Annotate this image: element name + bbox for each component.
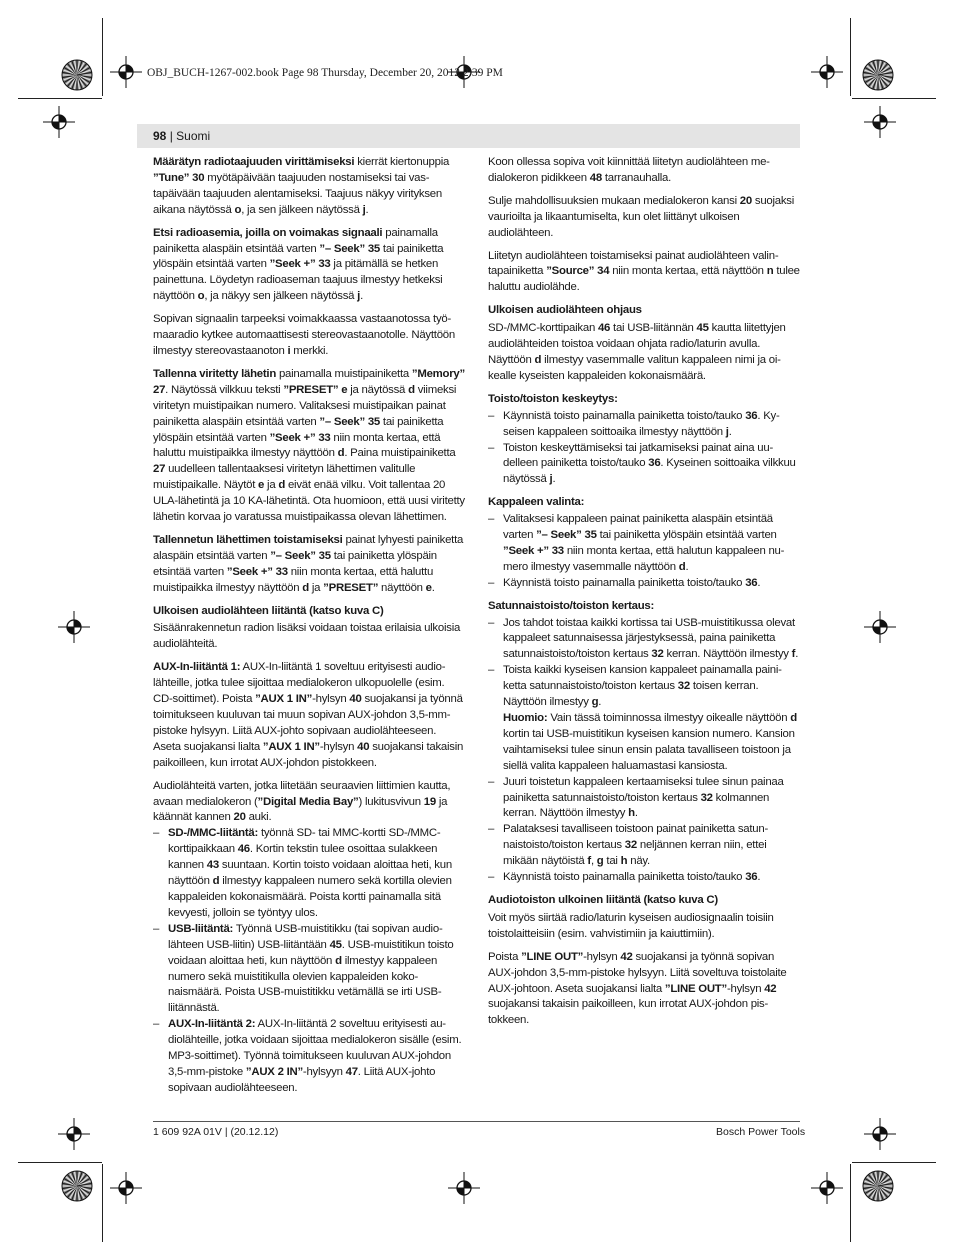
- list-item: [488, 775, 800, 823]
- text-run: .: [795, 648, 799, 661]
- left-column: [153, 155, 465, 1104]
- text-run: . USB-muistitikun toisto voidaan aloittaa heti, kun näyttöön: [168, 938, 454, 967]
- bold-run: 48: [589, 171, 602, 184]
- paragraph: [153, 779, 465, 827]
- text-run: .: [552, 473, 556, 486]
- text-run: .: [431, 581, 435, 594]
- bold-run: ”PRESET” e: [283, 383, 348, 396]
- text-run: suojakansi takaisin paikoilleen, kun irrotat AUX-johdon pistokkeen.: [488, 998, 769, 1027]
- list-item-text: [503, 663, 800, 711]
- text-run: . Paina muistipainiketta: [344, 447, 456, 460]
- text-run: tai painiketta ylöspäin etsintää varten: [153, 415, 444, 444]
- text-run: suojakansi ja työnnä sopivan AUX-johdon 3,5-mm-pistoke hylsyyn. Liitä soveltuva toistolaite AUX-johtoon. Aseta suojakansi lialta: [488, 950, 787, 995]
- bold-run: n: [766, 265, 774, 278]
- text-run: Työnnä USB-muistitikku (tai sopivan audiolähteen USB-liitin) USB-liitäntään: [168, 922, 443, 951]
- text-run: AUX-In-liitäntä 2 soveltuu erityisesti audiolähteille, jotka voidaan sijoittaa medialokeron sisälle (esim. MP3-soittimet). Työnnä toimitukseen kuuluvan AUX-johdon 3,5-mm-pistoke: [168, 1018, 462, 1078]
- registration-crosshair: [862, 609, 898, 645]
- text-run: , ja sen jälkeen näytössä: [241, 203, 363, 216]
- text-run: Käynnistä toisto painamalla painiketta toisto/tauko: [503, 409, 746, 422]
- footer-rule: [153, 1121, 800, 1122]
- bold-run: ”– Seek” 35: [319, 242, 380, 255]
- connection-list: [153, 826, 465, 1096]
- registration-crosshair: [108, 1170, 144, 1206]
- text-run: . Kyseinen soittoaika vilkkuu näytössä: [503, 457, 796, 486]
- text-run: tai painiketta ylöspäin etsintää varten: [153, 549, 437, 578]
- bold-run: ”Seek +” 33: [269, 431, 331, 444]
- bold-run: 42: [620, 950, 633, 963]
- bold-run: d: [302, 581, 309, 594]
- section-heading: Ulkoisen audiolähteen ohjaus: [488, 304, 642, 317]
- bold-run: d: [335, 954, 342, 967]
- bold-run: j: [357, 290, 361, 303]
- bold-run: j: [549, 473, 553, 486]
- section-heading: Audiotoiston ulkoinen liitäntä (katso kuva C): [488, 893, 718, 906]
- text-run: niin monta kertaa, että halutun kappaleen numero ilmestyy vasemmalle näyttöön: [503, 544, 785, 573]
- crop-mark: [852, 1162, 936, 1163]
- text-run: Palataksesi tavalliseen toistoon painat painiketta satunnaistoisto/toiston kertaus: [503, 823, 769, 852]
- crop-mark: [850, 1164, 851, 1242]
- text-run: ja näytössä: [347, 383, 409, 396]
- text-run: Käynnistä toisto painamalla painiketta toisto/tauko: [503, 871, 746, 884]
- paragraph: [153, 740, 465, 772]
- text-run: tai: [603, 855, 621, 868]
- text-run: kautta liitettyjen audiolähteiden toistoa voidaan ohjata radio/laturin avulla. Näyttöön: [488, 322, 786, 366]
- text-run: ja käännät kannen: [153, 795, 448, 824]
- bold-run: 40: [357, 740, 370, 753]
- paragraph: [488, 155, 800, 187]
- paragraph: [488, 950, 800, 1030]
- text-run: painamalla muistipainiketta: [276, 367, 412, 380]
- bold-run: ”Seek +” 33: [503, 544, 564, 557]
- bold-run: ”– Seek” 35: [270, 549, 331, 562]
- text-run: ilmestyy kappaleen numero sekä muistitikulla olevien kappaleiden kokonaismäärä. Poista USB-muistitikku vetämällä se irti USB-liitännästä.: [168, 954, 442, 1015]
- text-run: Koon ollessa sopiva voit kiinnittää liitetyn audiolähteen medialokeron pidikkeen: [488, 156, 770, 184]
- text-run: toisen kerran. Näyttöön ilmestyy: [503, 680, 759, 709]
- crop-mark: [102, 18, 103, 96]
- text-run: niin monta kertaa, että haluttu muistipaikka ilmestyy näyttöön: [153, 565, 434, 594]
- bold-run: 43: [206, 859, 219, 872]
- bold-run: e: [425, 581, 432, 594]
- bold-run: ”AUX 2 IN”: [245, 1065, 303, 1078]
- bold-run: 36: [745, 409, 758, 422]
- bold-run: 36: [745, 871, 758, 884]
- color-target-mark: [861, 1169, 895, 1203]
- registration-crosshair: [809, 54, 845, 90]
- text-run: viimeksi viritetyn muistipaikan numero. Valitaksesi muistipaikan painat painiketta alaspäin etsintää varten: [153, 383, 457, 428]
- list-item: [488, 822, 800, 870]
- text-run: kerran. Näyttöön ilmestyy: [663, 648, 792, 661]
- page-number: 98: [153, 129, 167, 143]
- text-run: Liitetyn audiolähteen toistamiseksi painat audiolähteen valintapainiketta: [488, 249, 779, 278]
- bold-run: 20: [739, 194, 752, 207]
- crop-mark: [102, 1164, 103, 1242]
- text-run: . Liitä AUX-johto sopivaan audiolähteeseen.: [168, 1065, 436, 1094]
- paragraph: [153, 367, 465, 526]
- text-run: tai painiketta ylöspäin etsintää varten: [153, 242, 444, 271]
- text-run: suojakansi takaisin paikoilleen, kun irrotat AUX-johdon pistokkeen.: [153, 740, 464, 769]
- list-item: [488, 616, 800, 664]
- bold-run: ”LINE OUT”: [664, 982, 727, 995]
- bold-run: d: [212, 875, 220, 888]
- bold-run: AUX-In-liitäntä 2:: [168, 1018, 256, 1031]
- text-run: Toiston keskeyttämiseksi tai jatkamiseksi painat aina uudelleen painiketta toisto/tauko: [503, 441, 774, 470]
- bold-run: ”– Seek” 35: [319, 415, 380, 428]
- track-selection-list: [488, 512, 800, 592]
- bold-run: 32: [700, 791, 713, 804]
- bold-run: h: [628, 807, 635, 820]
- text-run: näy.: [627, 855, 650, 868]
- bold-run: ”Seek +” 33: [226, 565, 288, 578]
- footer-brand: Bosch Power Tools: [716, 1126, 806, 1138]
- bold-run: Tallenna viritetty lähetin: [153, 367, 277, 380]
- bold-run: Määrätyn radiotaajuuden virittämiseksi: [153, 156, 355, 168]
- text-run: ja pitämällä se hetken painettuna. Löydetyn radioaseman taajuus ilmestyy hetkeksi näyttöön: [153, 258, 443, 303]
- text-run: niin monta kertaa, että haluttu muistipaikka ilmestyy näyttöön: [153, 431, 441, 460]
- bold-run: ”Tune” 30: [153, 171, 205, 184]
- registration-crosshair: [56, 1116, 92, 1152]
- bold-run: SD-/MMC-liitäntä:: [168, 827, 259, 840]
- bold-run: ”Source” 34: [546, 265, 610, 278]
- text-run: ja: [308, 581, 324, 594]
- text-run: .: [598, 696, 602, 709]
- bold-run: d: [790, 712, 797, 724]
- note-text: [503, 711, 800, 775]
- text-run: neljännen kerran niin, ettei mikään näytöistä: [503, 839, 767, 868]
- list-item: [488, 870, 800, 886]
- paragraph: [488, 194, 800, 242]
- text-run: Aseta suojakansi lialta: [153, 740, 263, 753]
- text-run: Poista: [488, 950, 522, 963]
- bold-run: 46: [597, 322, 611, 335]
- crop-mark: [18, 98, 102, 99]
- bold-run: h: [620, 855, 628, 868]
- header-separator: |: [166, 129, 177, 143]
- crop-mark: [18, 1162, 102, 1163]
- section-name: Suomi: [176, 129, 211, 143]
- list-item: [488, 409, 800, 441]
- text-run: kortin tai USB-muistitikun kyseisen kansion numero. Kansion vaihtamiseksi tulee sinun ensin palata tavalliseen toistoon ja siellä valita kappaleen haluamastasi kansiosta.: [503, 727, 795, 772]
- text-run: suojakansi ja työnnä toimitukseen kuuluvan tai muun sopivan AUX-johdon 3,5-mm-pistoke hylsyyn. Liitä AUX-johto sopivaan audiolähteeseen.: [153, 693, 463, 737]
- text-run: painat lyhyesti painiketta alaspäin etsintää varten: [153, 533, 464, 562]
- bold-run: Etsi radioasemia, joilla on voimakas signaali: [153, 226, 383, 239]
- crop-mark: [850, 18, 851, 96]
- paragraph: [488, 249, 800, 297]
- list-item: [153, 1017, 465, 1097]
- section-heading: Ulkoisen audiolähteen liitäntä (katso kuva C): [153, 604, 384, 617]
- bold-run: ”Digital Media Bay”: [257, 795, 359, 808]
- registration-crosshair: [809, 1170, 845, 1206]
- bold-run: 45: [696, 322, 709, 335]
- text-run: suuntaan. Kortin toisto voidaan aloittaa heti, kun näyttöön: [168, 859, 452, 888]
- bold-run: ”Memory” 27: [153, 367, 465, 396]
- bold-run: ”Seek +” 33: [269, 258, 331, 271]
- paragraph: [153, 660, 465, 740]
- bold-run: ”AUX 1 IN”: [255, 693, 313, 706]
- text-run: Toista kaikki kyseisen kansion kappaleet painamalla painiketta satunnaistoisto/toiston kertaus: [503, 664, 782, 693]
- text-run: -hylsyn: [312, 693, 350, 706]
- text-run: eivät enää vilku. Voit tallentaa 20 ULA-lähetintä ja 10 KA-lähetintä. Ota huomioon, että uusi viritetty lähetin korvaa jo varatussa muistipaikassa olevan lähettimen.: [153, 479, 465, 524]
- playback-list: [488, 409, 800, 489]
- text-run: tulee haluttu audiolähde.: [488, 265, 800, 294]
- text-run: .: [685, 560, 689, 573]
- text-run: Valitaksesi kappaleen painat painiketta alaspäin etsintää varten: [503, 513, 773, 542]
- header-bar: [137, 124, 800, 148]
- text-run: Käynnistä toisto painamalla painiketta toisto/tauko: [503, 576, 746, 589]
- registration-crosshair: [862, 104, 898, 140]
- text-run: Voit myös siirtää radio/laturin kyseisen audiosignaalin toisiin toistolaitteisiin (esim. vahvistimiin ja kaiuttimiin).: [488, 911, 774, 940]
- bold-run: d: [678, 560, 686, 573]
- text-run: .: [757, 576, 761, 589]
- text-run: . Näytössä vilkkuu teksti: [165, 383, 284, 396]
- paragraph: [153, 533, 465, 597]
- subheading: Satunnaistoisto/toiston kertaus:: [488, 599, 655, 612]
- bold-run: 19: [423, 795, 436, 808]
- text-run: Audiolähteitä varten, jotka liitetään seuraavien liittimien kautta, avaan medialokeron (: [153, 779, 451, 808]
- paragraph: [488, 321, 800, 385]
- text-run: .: [365, 203, 369, 216]
- text-run: uudelleen tallentaaksesi viritetyn lähettimen valitulle muistipaikalle. Näytöt: [153, 463, 416, 492]
- text-run: Sopivan signaalin tarpeeksi voimakkaassa vastaanotossa työmaaradio kytkee automaattisesti stereovastaanotolle. Näyttöön ilmestyy stereovastaanoton: [153, 313, 455, 357]
- registration-crosshair: [56, 609, 92, 645]
- text-run: ja: [264, 479, 279, 492]
- crop-mark: [852, 98, 936, 99]
- color-target-mark: [60, 1169, 94, 1203]
- list-item: [488, 512, 800, 576]
- text-run: tai USB-liitännän: [610, 322, 697, 335]
- text-run: merkki.: [290, 344, 329, 357]
- text-run: myötäpäivään taajuuden nostamiseksi tai vastapäivään taajuuden alentamiseksi. Taajuus näkyy virityksen aikana näytössä: [153, 171, 442, 216]
- bold-run: g: [596, 855, 604, 868]
- bold-run: 46: [237, 843, 250, 856]
- text-run: ilmestyy kappaleen numero sekä kortilla olevien kappaleiden kokonaismäärä. Poista kortti painamalla sitä kevyesti, jolloin se työntyy ulos.: [168, 875, 452, 919]
- text-run: Vain tässä toiminnossa ilmestyy oikealle näyttöön: [547, 712, 791, 724]
- text-run: kolmannen kerran. Näyttöön ilmestyy: [503, 791, 770, 820]
- bold-run: j: [725, 425, 729, 438]
- bold-run: i: [287, 344, 291, 357]
- bold-run: Huomio:: [503, 712, 548, 724]
- text-run: . Kortin tekstin tulee osoittaa sulakkeen kannen: [168, 843, 438, 872]
- text-run: suojaksi vaurioilta ja likaantumiselta, kun olet liittänyt ulkoisen audiolähteen.: [488, 194, 795, 239]
- bold-run: 47: [345, 1065, 358, 1078]
- bold-run: 45: [329, 938, 342, 951]
- text-run: näyttöön: [378, 581, 426, 594]
- bold-run: 42: [764, 982, 777, 995]
- text-run: .: [634, 807, 638, 820]
- bold-run: g: [591, 696, 599, 709]
- registration-crosshair: [108, 54, 144, 90]
- bold-run: f: [791, 648, 796, 661]
- text-run: .: [728, 425, 732, 438]
- paragraph: [153, 312, 465, 360]
- text-run: ilmestyy vasemmalle valitun kappaleen nimi ja oikealle kyseisten kappaleiden kokonaismäärä.: [488, 353, 781, 382]
- text-run: ,: [590, 855, 597, 868]
- paragraph: [153, 621, 465, 653]
- bold-run: ”PRESET”: [323, 581, 379, 594]
- text-run: niin monta kertaa, että näyttöön: [609, 265, 767, 278]
- text-run: työnnä SD- tai MMC-kortti SD-/MMC-korttipaikkaan: [168, 827, 441, 856]
- color-target-mark: [60, 58, 94, 92]
- text-run: , ja näkyy sen jälkeen näytössä: [204, 290, 358, 303]
- text-run: Jos tahdot toistaa kaikki kortissa tai USB-muistitikussa olevat kappaleet satunnaisessa järjestyksessä, paina painiketta satunnaistoisto/toiston kertaus: [503, 616, 795, 661]
- text-run: .: [757, 871, 761, 884]
- bold-run: o: [197, 290, 205, 303]
- bold-run: e: [258, 479, 265, 492]
- text-run: -hylsyn: [726, 982, 765, 995]
- bold-run: 27: [153, 463, 166, 476]
- bold-run: 36: [745, 576, 758, 589]
- registration-crosshair: [862, 1116, 898, 1152]
- text-run: Sulje mahdollisuuksien mukaan medialokeron kansi: [488, 194, 740, 207]
- text-run: -hylsyn: [583, 950, 621, 963]
- bold-run: USB-liitäntä:: [168, 922, 234, 935]
- text-run: -hylsyyn: [302, 1065, 346, 1078]
- bold-run: d: [408, 383, 415, 396]
- bold-run: f: [587, 855, 591, 868]
- color-target-mark: [861, 58, 895, 92]
- bold-run: Tallennetun lähettimen toistamiseksi: [153, 533, 343, 546]
- print-slug: OBJ_BUCH-1267-002.book Page 98 Thursday, December 20, 2012 2:39 PM: [147, 67, 503, 79]
- text-run: SD-/MMC-korttipaikan: [488, 322, 598, 335]
- list-item: [153, 922, 465, 1017]
- text-run: . Kyseisen kappaleen soittoaika ilmestyy näyttöön: [503, 409, 780, 438]
- list-item: [488, 576, 800, 592]
- bold-run: 40: [349, 693, 362, 706]
- text-run: auki.: [245, 811, 272, 824]
- paragraph: [488, 911, 800, 943]
- text-run: kierrät kiertonuppia: [354, 156, 450, 168]
- text-run: painamalla painiketta alaspäin etsintää varten: [153, 226, 438, 255]
- bold-run: j: [362, 203, 366, 216]
- bold-run: 32: [651, 648, 664, 661]
- list-item: [488, 663, 800, 774]
- bold-run: ”LINE OUT”: [521, 950, 584, 963]
- bold-run: d: [534, 353, 542, 366]
- bold-run: 32: [677, 680, 690, 693]
- text-run: Juuri toistetun kappaleen kertaamiseksi tulee sinun painaa painiketta satunnaistoisto/toiston kertaus: [503, 775, 784, 804]
- bold-run: 20: [233, 811, 246, 824]
- registration-crosshair: [446, 1170, 482, 1206]
- bold-run: AUX-In-liitäntä 1:: [153, 661, 241, 674]
- bold-run: o: [234, 203, 242, 216]
- text-run: tarranauhalla.: [601, 171, 672, 184]
- list-item: [153, 826, 465, 921]
- subheading: Toisto/toiston keskeytys:: [488, 392, 618, 405]
- bold-run: 36: [648, 457, 661, 470]
- text-run: AUX-In-liitäntä 1 soveltuu erityisesti audiolähteille, jotka tulee sijoittaa medialokeron ulkopuolelle (esim. CD-soittimet). Poista: [153, 661, 446, 706]
- shuffle-repeat-list: [488, 616, 800, 886]
- bold-run: ”AUX 1 IN”: [262, 740, 320, 753]
- list-item: [488, 441, 800, 489]
- bold-run: 32: [624, 839, 637, 852]
- text-run: .: [360, 290, 364, 303]
- bold-run: d: [337, 447, 345, 460]
- paragraph: [153, 226, 465, 306]
- paragraph: [153, 155, 465, 219]
- right-column: [488, 155, 800, 1036]
- bold-run: d: [278, 479, 286, 492]
- page-header: [153, 129, 210, 143]
- footer-document-code: 1 609 92A 01V | (20.12.12): [153, 1126, 279, 1138]
- text-run: -hylsyn: [319, 740, 358, 753]
- text-run: ) lukitusvivun: [358, 795, 424, 808]
- subheading: Kappaleen valinta:: [488, 496, 585, 509]
- registration-crosshair: [41, 104, 77, 140]
- text-run: Sisäänrakennetun radion lisäksi voidaan toistaa erilaisia ulkoisia audiolähteitä.: [153, 622, 461, 651]
- text-run: tai painiketta ylöspäin etsintää varten: [596, 529, 777, 542]
- bold-run: ”– Seek” 35: [536, 529, 597, 542]
